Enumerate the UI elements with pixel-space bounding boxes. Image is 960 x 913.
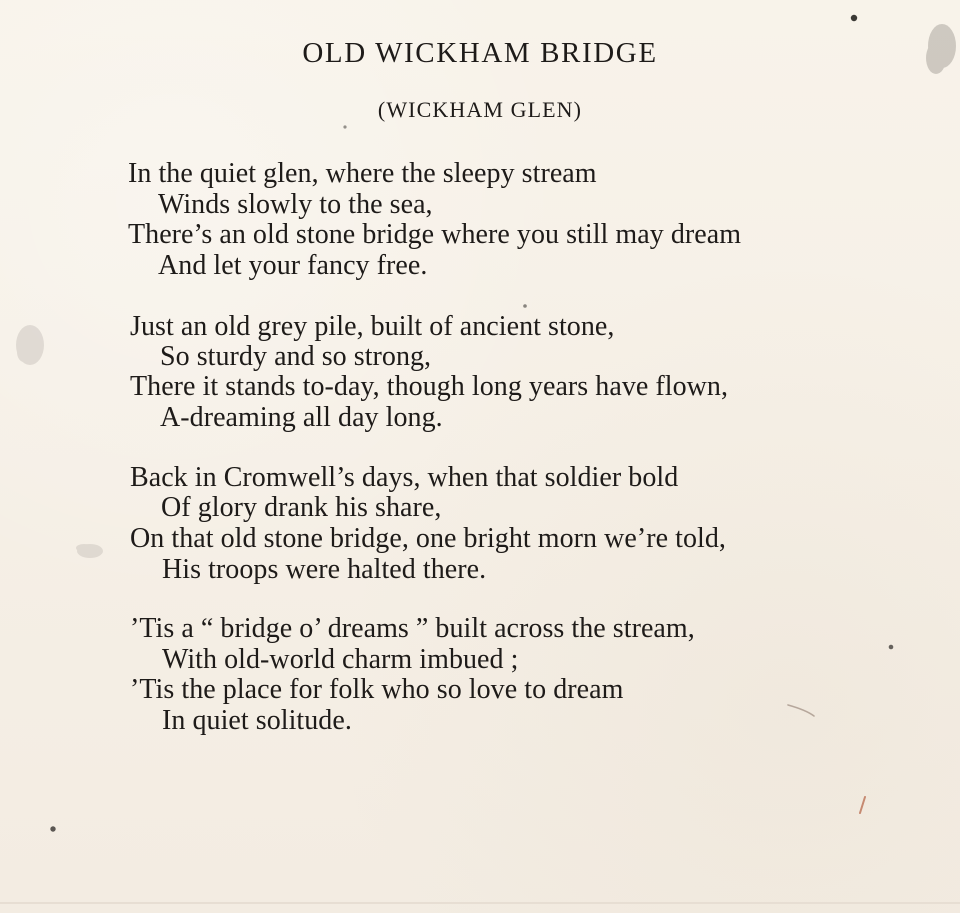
stanza-1-line-4: And let your fancy free. [158,250,428,281]
page-title: OLD WICKHAM BRIDGE [302,37,658,69]
stanza-1-line-1: In the quiet glen, where the sleepy stream [128,158,597,189]
stanza-2-line-2: So sturdy and so strong, [160,341,432,372]
stanza-2-line-4: A-dreaming all day long. [160,402,443,433]
stanza-2-line-3: There it stands to-day, though long years have flown, [130,371,729,402]
stanza-1-line-3: There’s an old stone bridge where you still may dream [128,219,742,250]
page-subtitle: (WICKHAM GLEN) [377,97,583,122]
stanza-3-line-4: His troops were halted there. [162,554,487,585]
stanza-1-line-2: Winds slowly to the sea, [158,189,433,220]
stanza-4-line-2: With old-world charm imbued ; [162,644,519,675]
stanza-4-line-3: ’Tis the place for folk who so love to dream [130,674,624,705]
stanza-3-line-3: On that old stone bridge, one bright morn we’re told, [130,523,726,554]
stanza-3-line-1: Back in Cromwell’s days, when that soldier bold [130,462,679,493]
stanza-4-line-1: ’Tis a “ bridge o’ dreams ” built across the stream, [130,613,695,644]
stanza-3-line-2: Of glory drank his share, [161,492,442,523]
stanza-2-line-1: Just an old grey pile, built of ancient stone, [130,311,615,342]
stanza-4-line-4: In quiet solitude. [162,705,352,736]
